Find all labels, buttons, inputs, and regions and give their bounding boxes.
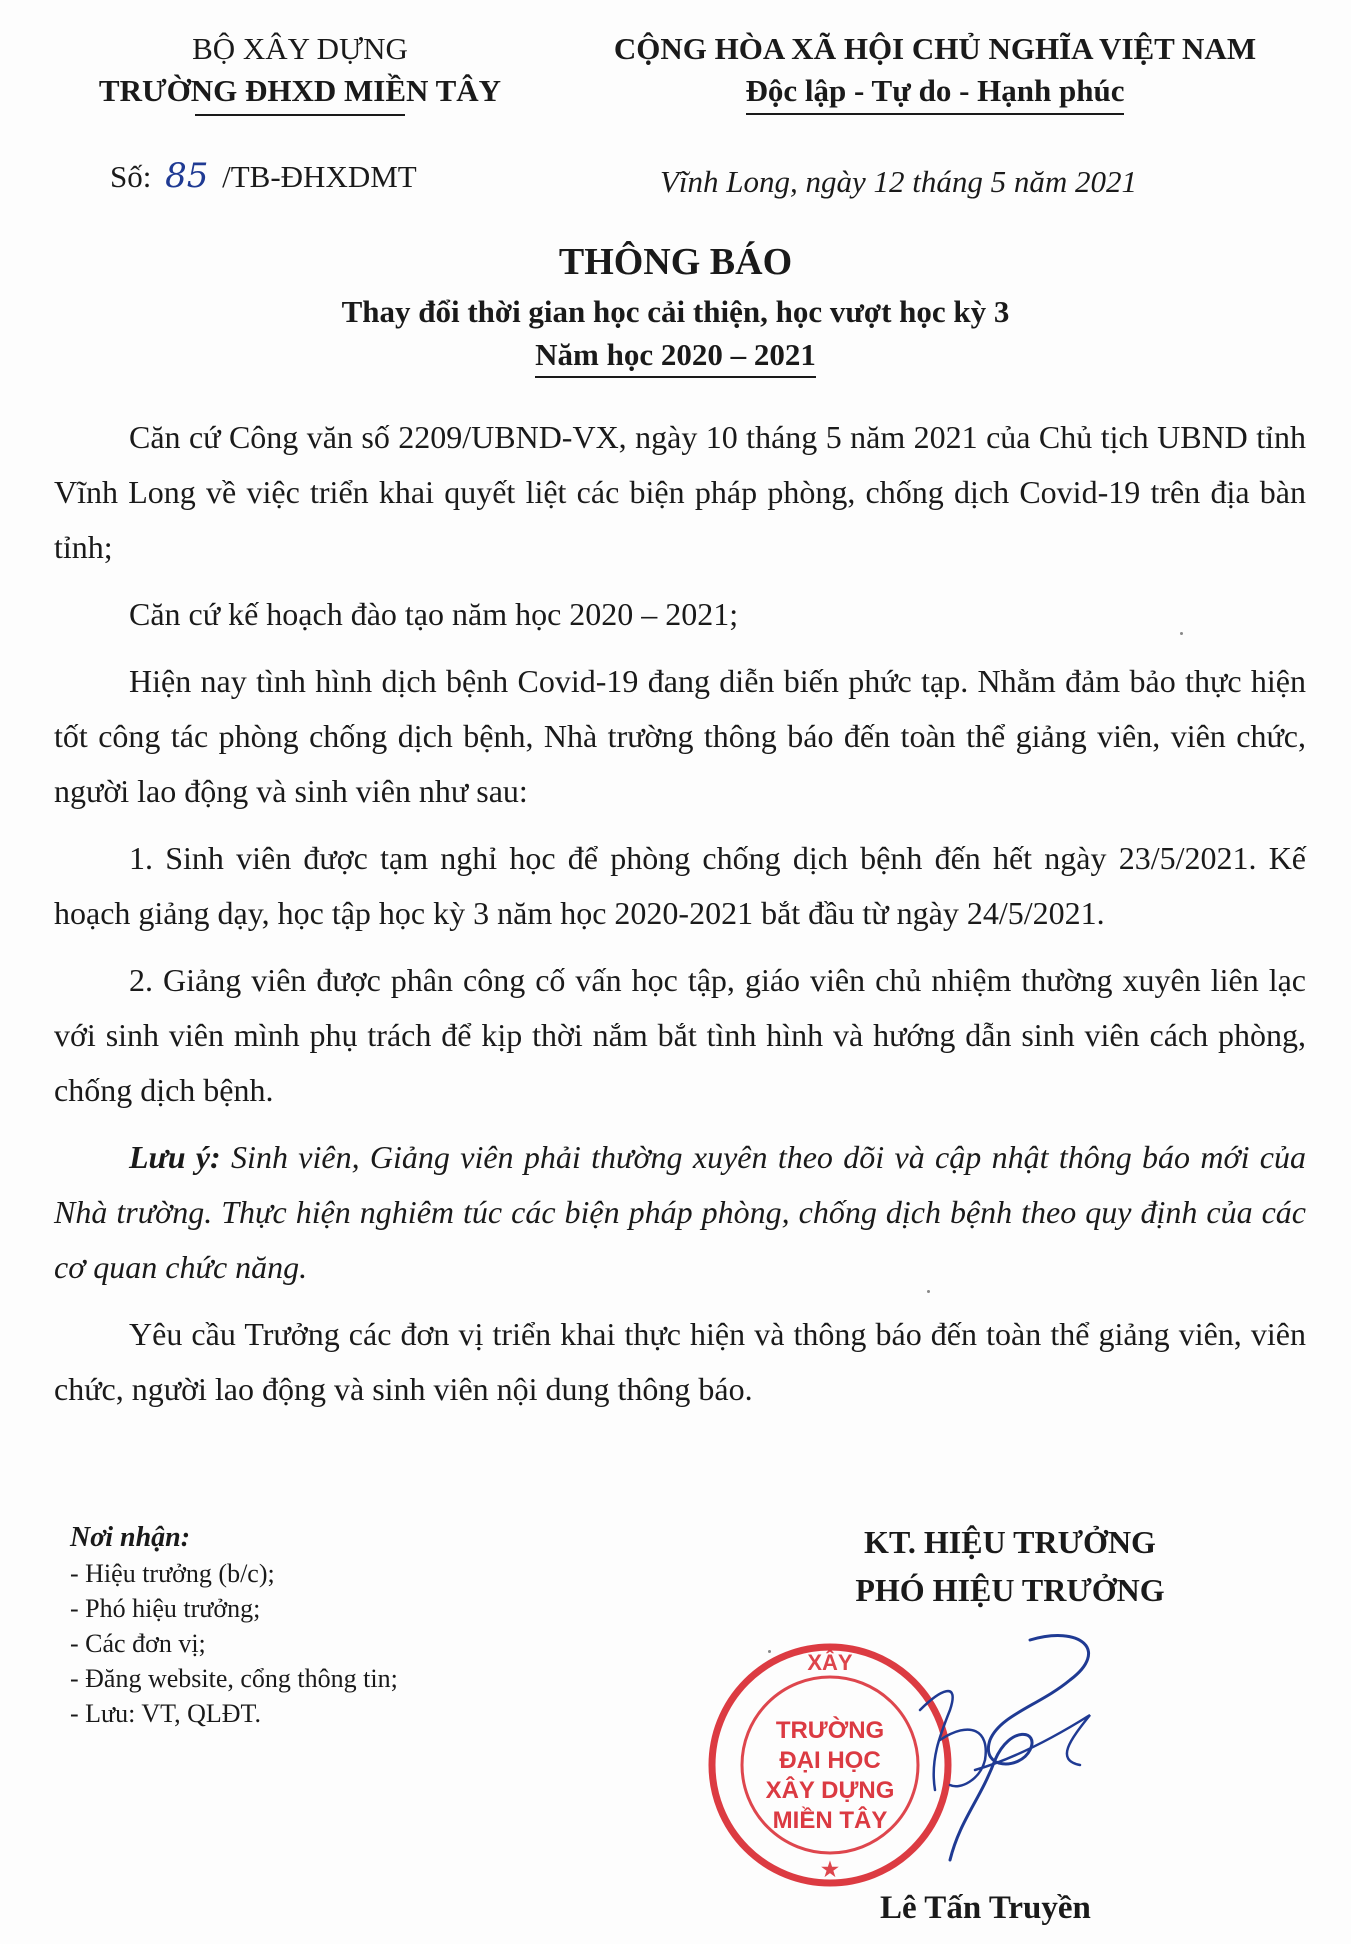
- school-name-text: TRƯỜNG ĐHXD MIỀN TÂY: [98, 73, 502, 108]
- scan-speck: [1180, 632, 1183, 635]
- document-body: [54, 410, 1306, 1429]
- ministry-name: BỘ XÂY DỰNG: [192, 31, 408, 66]
- recipients-title: Nơi nhận:: [70, 1522, 191, 1553]
- body-paragraph: Căn cứ kế hoạch đào tạo năm học 2020 – 2021;: [129, 596, 739, 632]
- national-motto: Độc lập - Tự do - Hạnh phúc: [746, 70, 1125, 115]
- doc-number-handwritten: 85: [165, 156, 209, 196]
- country-name: CỘNG HÒA XÃ HỘI CHỦ NGHĨA VIỆT NAM: [613, 31, 1257, 66]
- signer-title-block: [780, 1518, 1240, 1614]
- stamp-star-icon: ★: [821, 1859, 839, 1881]
- handwritten-signature: [880, 1620, 1120, 1880]
- document-number: [110, 156, 417, 197]
- document-title: THÔNG BÁO: [558, 241, 793, 283]
- academic-year: Năm học 2020 – 2021: [535, 334, 816, 378]
- body-paragraph: 2. Giảng viên được phân công cố vấn học tập, giáo viên chủ nhiệm thường xuyên liên lạc với sinh viên mình phụ trách để kịp thời nắm bắt tình hình và hướng dẫn sinh viên cách phòng, chống dịch bệnh.: [54, 962, 1306, 1108]
- body-paragraph: Hiện nay tình hình dịch bệnh Covid-19 đang diễn biến phức tạp. Nhằm đảm bảo thực hiện tốt công tác phòng chống dịch bệnh, Nhà trường thông báo đến toàn thể giảng viên, viên chức, người lao động và sinh viên như sau:: [54, 663, 1306, 809]
- date-line: Vĩnh Long, ngày 12 tháng 5 năm 2021: [660, 164, 1138, 199]
- doc-number-prefix: Số:: [110, 159, 152, 194]
- recipient-item: - Đăng website, cổng thông tin;: [70, 1664, 398, 1693]
- recipient-item: - Phó hiệu trưởng;: [70, 1594, 261, 1623]
- body-paragraph: Căn cứ Công văn số 2209/UBND-VX, ngày 10 tháng 5 năm 2021 của Chủ tịch UBND tỉnh Vĩnh Long về việc triển khai quyết liệt các biện pháp phòng, chống dịch Covid-19 trên địa bàn tỉnh;: [54, 419, 1306, 565]
- signer-name: Lê Tấn Truyền: [880, 1890, 1091, 1926]
- signer-title-line1: KT. HIỆU TRƯỞNG: [864, 1524, 1156, 1560]
- stamp-line: XÂY DỰNG: [765, 1777, 895, 1804]
- body-paragraph: Yêu cầu Trưởng các đơn vị triển khai thực hiện và thông báo đến toàn thể giảng viên, viên chức, người lao động và sinh viên nội dung thông báo.: [54, 1316, 1306, 1407]
- signature-stroke: [920, 1691, 953, 1790]
- body-paragraph: 1. Sinh viên được tạm nghỉ học để phòng chống dịch bệnh đến hết ngày 23/5/2021. Kế hoạch giảng dạy, học tập học kỳ 3 năm học 2020-2021 bắt đầu từ ngày 24/5/2021.: [54, 840, 1306, 931]
- document-subtitle: Thay đổi thời gian học cải thiện, học vượt học kỳ 3: [341, 294, 1010, 329]
- school-underline: [195, 114, 405, 116]
- recipients-block: [70, 1520, 590, 1731]
- doc-number-suffix: /TB-ĐHXDMT: [222, 159, 417, 194]
- note-text: Sinh viên, Giảng viên phải thường xuyên theo dõi và cập nhật thông báo mới của Nhà trường. Thực hiện nghiêm túc các biện pháp phòng, chống dịch bệnh theo quy định của các cơ quan chức năng.: [54, 1139, 1307, 1285]
- stamp-ring-text: XÂY: [807, 1650, 853, 1675]
- recipient-item: - Lưu: VT, QLĐT.: [70, 1699, 262, 1728]
- national-header: [555, 28, 1315, 115]
- issuer-header: [70, 28, 530, 112]
- title-block: [0, 234, 1351, 378]
- school-name: [99, 70, 501, 112]
- stamp-line: MIỀN TÂY: [772, 1807, 888, 1834]
- recipients-list: [70, 1556, 590, 1731]
- note-label: Lưu ý:: [129, 1139, 221, 1175]
- recipient-item: - Các đơn vị;: [70, 1629, 206, 1658]
- signature-stroke: [940, 1715, 1090, 1786]
- recipient-item: - Hiệu trưởng (b/c);: [70, 1559, 275, 1588]
- scan-speck: [768, 1650, 771, 1653]
- stamp-line: ĐẠI HỌC: [779, 1747, 881, 1774]
- scan-speck: [927, 1290, 930, 1293]
- signer-title-line2: PHÓ HIỆU TRƯỞNG: [855, 1572, 1165, 1608]
- note-paragraph: [54, 1130, 1306, 1295]
- stamp-line: TRƯỜNG: [775, 1717, 885, 1744]
